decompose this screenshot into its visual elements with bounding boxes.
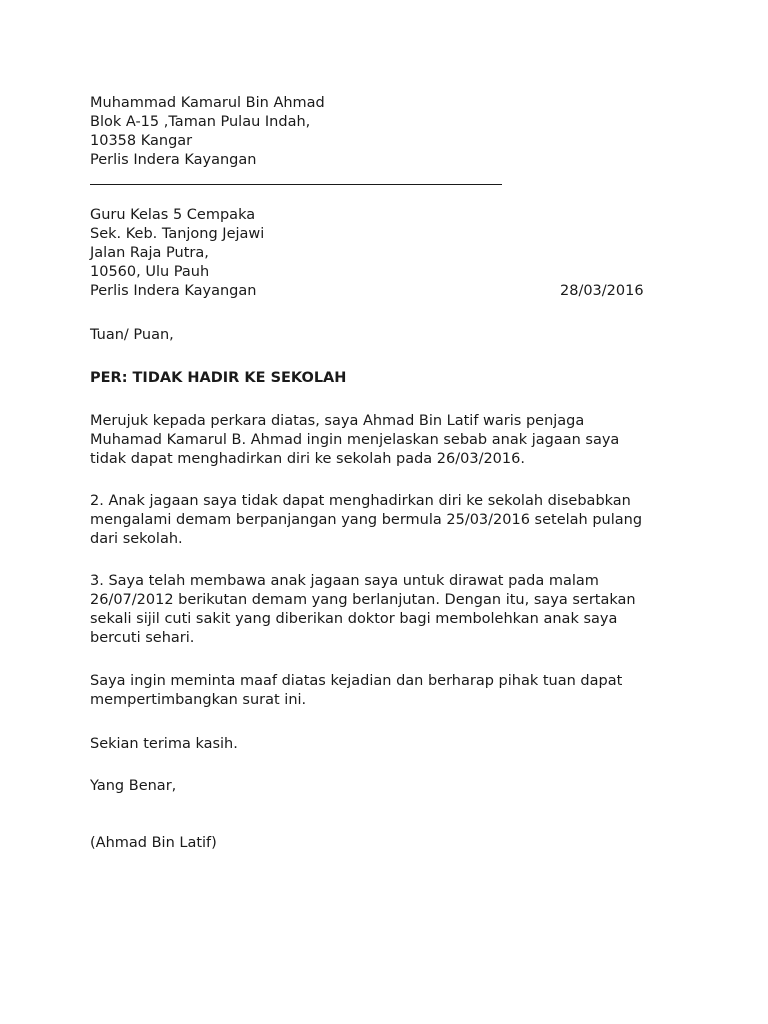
paragraph-line: Saya ingin meminta maaf diatas kejadian dan berharap pihak tuan dapat [90,673,623,689]
recipient-address-line: Jalan Raja Putra, [90,245,209,261]
paragraph-line: mempertimbangkan surat ini. [90,692,307,708]
paragraph-3 [90,572,636,648]
recipient-address-line: 10560, Ulu Pauh [90,264,210,280]
paragraph-line: Muhamad Kamarul B. Ahmad ingin menjelaskan sebab anak jagaan saya [90,432,620,448]
paragraph-line: Merujuk kepada perkara diatas, saya Ahmad Bin Latif waris penjaga [90,413,585,429]
sender-address-line: 10358 Kangar [90,133,193,149]
sender-address-line: Perlis Indera Kayangan [90,152,257,168]
separator-line [90,184,502,185]
salutation-text: Tuan/ Puan, [90,327,174,343]
paragraph-line: tidak dapat menghadirkan diri ke sekolah pada 26/03/2016. [90,451,525,467]
paragraph-4 [90,672,622,710]
recipient-address-line: Perlis Indera Kayangan [90,283,257,299]
sender-address-line: Blok A-15 ,Taman Pulau Indah, [90,114,311,130]
paragraph-line: sekali sijil cuti sakit yang diberikan doktor bagi membolehkan anak saya [90,611,618,627]
paragraph-1 [90,412,619,469]
subject-line [90,369,346,388]
recipient-address-line: Sek. Keb. Tanjong Jejawi [90,226,265,242]
subject-text: PER: TIDAK HADIR KE SEKOLAH [90,370,347,386]
paragraph-line: bercuti sehari. [90,630,195,646]
paragraph-line: 3. Saya telah membawa anak jagaan saya untuk dirawat pada malam [90,573,599,589]
paragraph-line: 2. Anak jagaan saya tidak dapat menghadirkan diri ke sekolah disebabkan [90,493,631,509]
paragraph-line: mengalami demam berpanjangan yang bermula 25/03/2016 setelah pulang [90,512,643,528]
closing [90,735,238,754]
letter-date: 28/03/2016 [560,283,644,299]
closing-text: Sekian terima kasih. [90,736,238,752]
signatory [90,834,217,853]
signatory-name: (Ahmad Bin Latif) [90,835,217,851]
paragraph-2 [90,492,642,549]
salutation [90,326,174,345]
sender-name: Muhammad Kamarul Bin Ahmad [90,95,325,111]
signoff-text: Yang Benar, [90,778,177,794]
signoff [90,777,176,796]
recipient-title: Guru Kelas 5 Cempaka [90,207,256,223]
paragraph-line: 26/07/2012 berikutan demam yang berlanjutan. Dengan itu, saya sertakan [90,592,636,608]
sender-address [90,94,325,170]
recipient-address [90,206,264,301]
paragraph-line: dari sekolah. [90,531,183,547]
